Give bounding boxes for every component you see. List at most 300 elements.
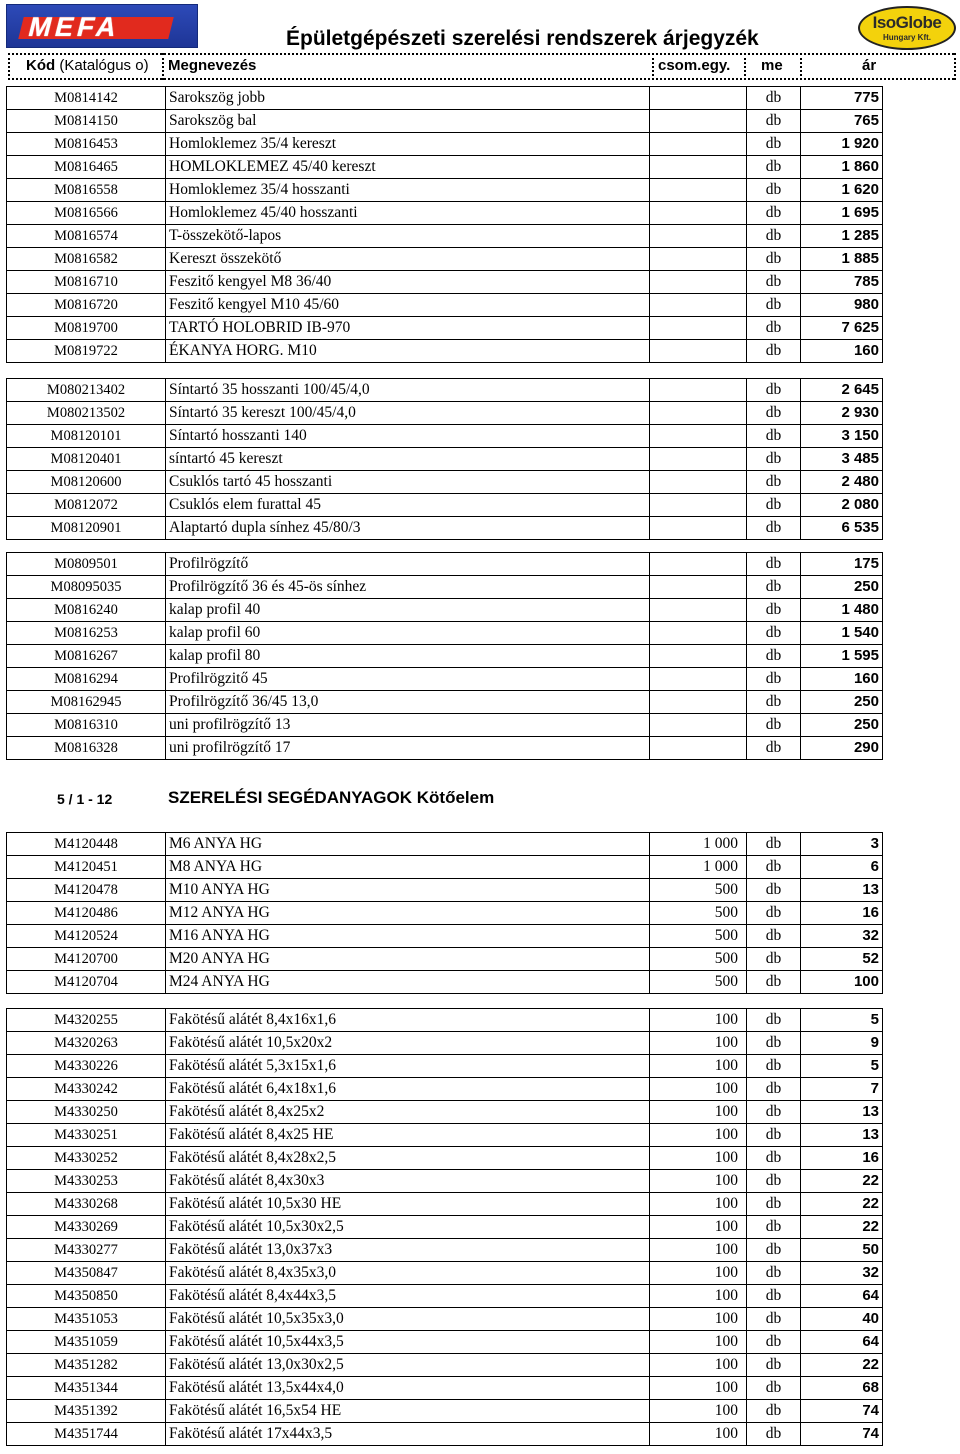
cell-unit: db: [747, 1331, 801, 1354]
cell-code: M4320263: [7, 1032, 166, 1055]
cell-code: M4330251: [7, 1124, 166, 1147]
cell-qty: 100: [650, 1009, 747, 1032]
cell-price: 2 080: [801, 494, 883, 517]
table-row: [7, 879, 883, 902]
cell-name: M6 ANYA HG: [166, 833, 650, 856]
table-row: [7, 133, 883, 156]
table-row: [7, 425, 883, 448]
cell-unit: db: [747, 202, 801, 225]
cell-name: ÉKANYA HORG. M10: [166, 340, 650, 363]
cell-unit: db: [747, 576, 801, 599]
cell-unit: db: [747, 248, 801, 271]
cell-unit: db: [747, 1078, 801, 1101]
cell-name: Fakötésű alátét 13,0x37x3: [166, 1239, 650, 1262]
cell-qty: [650, 156, 747, 179]
cell-qty: 500: [650, 925, 747, 948]
cell-price: 2 480: [801, 471, 883, 494]
cell-price: 22: [801, 1216, 883, 1239]
cell-qty: [650, 737, 747, 760]
cell-qty: [650, 645, 747, 668]
table-row: [7, 553, 883, 576]
cell-unit: db: [747, 1124, 801, 1147]
table-row: [7, 599, 883, 622]
cell-code: M4330242: [7, 1078, 166, 1101]
cell-price: 5: [801, 1009, 883, 1032]
table-row: [7, 87, 883, 110]
cell-qty: [650, 668, 747, 691]
table-row: [7, 1262, 883, 1285]
cell-code: M4120451: [7, 856, 166, 879]
cell-unit: db: [747, 179, 801, 202]
price-table-group-3: [6, 552, 883, 760]
table-row: [7, 645, 883, 668]
cell-qty: [650, 317, 747, 340]
cell-qty: 100: [650, 1078, 747, 1101]
cell-name: Fakötésű alátét 5,3x15x1,6: [166, 1055, 650, 1078]
cell-qty: 500: [650, 879, 747, 902]
table-row: [7, 471, 883, 494]
cell-price: 22: [801, 1354, 883, 1377]
cell-name: Sarokszög bal: [166, 110, 650, 133]
cell-unit: db: [747, 833, 801, 856]
table-row: [7, 1331, 883, 1354]
cell-price: 100: [801, 971, 883, 994]
cell-unit: db: [747, 1193, 801, 1216]
cell-price: 74: [801, 1423, 883, 1446]
cell-unit: db: [747, 494, 801, 517]
cell-code: M4120448: [7, 833, 166, 856]
price-table-group-1: [6, 86, 883, 363]
cell-unit: db: [747, 379, 801, 402]
cell-name: Fakötésű alátét 8,4x16x1,6: [166, 1009, 650, 1032]
cell-code: M4120524: [7, 925, 166, 948]
cell-name: Síntartó 35 kereszt 100/45/4,0: [166, 402, 650, 425]
cell-code: M4330250: [7, 1101, 166, 1124]
cell-unit: db: [747, 340, 801, 363]
cell-code: M0816720: [7, 294, 166, 317]
cell-qty: [650, 714, 747, 737]
cell-code: M0816710: [7, 271, 166, 294]
cell-price: 9: [801, 1032, 883, 1055]
cell-code: M0816558: [7, 179, 166, 202]
cell-unit: db: [747, 971, 801, 994]
cell-name: Alaptartó dupla sínhez 45/80/3: [166, 517, 650, 540]
cell-name: M24 ANYA HG: [166, 971, 650, 994]
section-heading: [0, 786, 960, 810]
cell-qty: [650, 691, 747, 714]
table-row: [7, 691, 883, 714]
cell-name: Fakötésű alátét 8,4x25 HE: [166, 1124, 650, 1147]
cell-price: 7: [801, 1078, 883, 1101]
cell-unit: db: [747, 1262, 801, 1285]
cell-price: 175: [801, 553, 883, 576]
cell-price: 64: [801, 1285, 883, 1308]
cell-name: kalap profil 40: [166, 599, 650, 622]
table-row: [7, 1032, 883, 1055]
cell-qty: 100: [650, 1147, 747, 1170]
cell-qty: 100: [650, 1170, 747, 1193]
cell-qty: [650, 576, 747, 599]
cell-unit: db: [747, 879, 801, 902]
table-row: [7, 379, 883, 402]
cell-qty: 100: [650, 1193, 747, 1216]
cell-code: M0819722: [7, 340, 166, 363]
cell-unit: db: [747, 448, 801, 471]
cell-price: 13: [801, 1101, 883, 1124]
cell-name: M8 ANYA HG: [166, 856, 650, 879]
cell-price: 5: [801, 1055, 883, 1078]
cell-unit: db: [747, 645, 801, 668]
cell-price: 2 930: [801, 402, 883, 425]
cell-code: M4351053: [7, 1308, 166, 1331]
cell-qty: 100: [650, 1331, 747, 1354]
cell-price: 290: [801, 737, 883, 760]
cell-unit: db: [747, 1239, 801, 1262]
cell-unit: db: [747, 1285, 801, 1308]
cell-qty: [650, 517, 747, 540]
cell-qty: 100: [650, 1262, 747, 1285]
table-row: [7, 202, 883, 225]
table-row: [7, 833, 883, 856]
cell-name: Profilrögzítő: [166, 553, 650, 576]
cell-name: Csuklós elem furattal 45: [166, 494, 650, 517]
cell-code: M080213502: [7, 402, 166, 425]
cell-code: M4351344: [7, 1377, 166, 1400]
col-header-code: Kód (Katalógus o): [26, 57, 149, 74]
cell-unit: db: [747, 1354, 801, 1377]
cell-qty: 100: [650, 1285, 747, 1308]
cell-price: 2 645: [801, 379, 883, 402]
table-row: [7, 1193, 883, 1216]
price-table-group-4: [6, 832, 883, 994]
cell-qty: [650, 225, 747, 248]
cell-unit: db: [747, 425, 801, 448]
cell-price: 32: [801, 1262, 883, 1285]
table-row: [7, 448, 883, 471]
section-number: 5 / 1 - 12: [57, 791, 113, 807]
cell-name: Fakötésű alátét 8,4x35x3,0: [166, 1262, 650, 1285]
cell-code: M4120700: [7, 948, 166, 971]
table-row: [7, 225, 883, 248]
cell-price: 785: [801, 271, 883, 294]
table-row: [7, 1400, 883, 1423]
cell-code: M080213402: [7, 379, 166, 402]
cell-code: M4351744: [7, 1423, 166, 1446]
cell-price: 250: [801, 576, 883, 599]
cell-price: 13: [801, 1124, 883, 1147]
cell-code: M0816310: [7, 714, 166, 737]
header-divider-bottom: [8, 78, 954, 80]
price-table-group-5: [6, 1008, 883, 1446]
table-row: [7, 971, 883, 994]
col-header-price: ár: [862, 57, 877, 74]
table-row: [7, 110, 883, 133]
cell-code: M4351282: [7, 1354, 166, 1377]
table-row: [7, 1377, 883, 1400]
cell-price: 1 860: [801, 156, 883, 179]
cell-name: Homloklemez 45/40 hosszanti: [166, 202, 650, 225]
cell-name: Fakötésű alátét 8,4x25x2: [166, 1101, 650, 1124]
cell-name: kalap profil 60: [166, 622, 650, 645]
cell-price: 1 695: [801, 202, 883, 225]
cell-unit: db: [747, 1147, 801, 1170]
cell-price: 3: [801, 833, 883, 856]
cell-unit: db: [747, 517, 801, 540]
cell-unit: db: [747, 271, 801, 294]
table-row: [7, 294, 883, 317]
cell-code: M4330252: [7, 1147, 166, 1170]
cell-unit: db: [747, 714, 801, 737]
cell-price: 1 285: [801, 225, 883, 248]
table-row: [7, 925, 883, 948]
cell-name: Fakötésű alátét 8,4x30x3: [166, 1170, 650, 1193]
cell-qty: 100: [650, 1055, 747, 1078]
cell-qty: [650, 87, 747, 110]
cell-qty: [650, 402, 747, 425]
cell-name: uni profilrögzítő 17: [166, 737, 650, 760]
cell-name: Profilrögzítő 36 és 45-ös sínhez: [166, 576, 650, 599]
cell-unit: db: [747, 1216, 801, 1239]
cell-name: Fakötésű alátét 6,4x18x1,6: [166, 1078, 650, 1101]
cell-code: M0816294: [7, 668, 166, 691]
header-divider-top: [8, 53, 954, 55]
table-row: [7, 317, 883, 340]
cell-qty: 100: [650, 1216, 747, 1239]
cell-name: M16 ANYA HG: [166, 925, 650, 948]
cell-code: M4351059: [7, 1331, 166, 1354]
cell-code: M4120704: [7, 971, 166, 994]
cell-unit: db: [747, 1101, 801, 1124]
cell-qty: 100: [650, 1124, 747, 1147]
cell-qty: 100: [650, 1308, 747, 1331]
cell-qty: [650, 340, 747, 363]
cell-price: 22: [801, 1193, 883, 1216]
cell-name: Feszitő kengyel M10 45/60: [166, 294, 650, 317]
table-row: [7, 576, 883, 599]
cell-price: 3 150: [801, 425, 883, 448]
cell-code: M08120901: [7, 517, 166, 540]
table-row: [7, 1423, 883, 1446]
cell-qty: 100: [650, 1377, 747, 1400]
table-row: [7, 1239, 883, 1262]
table-row: [7, 1170, 883, 1193]
table-row: [7, 156, 883, 179]
price-table-group-2: [6, 378, 883, 540]
cell-qty: 100: [650, 1354, 747, 1377]
mefa-logo: MEFA: [6, 4, 198, 48]
cell-qty: [650, 294, 747, 317]
cell-name: Fakötésű alátét 16,5x54 HE: [166, 1400, 650, 1423]
cell-qty: [650, 202, 747, 225]
cell-unit: db: [747, 87, 801, 110]
cell-price: 160: [801, 668, 883, 691]
cell-price: 16: [801, 1147, 883, 1170]
cell-qty: 500: [650, 948, 747, 971]
isoglobe-logo: IsoGlobe Hungary Kft.: [858, 6, 956, 50]
cell-qty: 100: [650, 1239, 747, 1262]
cell-name: Fakötésű alátét 10,5x30 HE: [166, 1193, 650, 1216]
cell-unit: db: [747, 668, 801, 691]
cell-unit: db: [747, 471, 801, 494]
cell-price: 1 595: [801, 645, 883, 668]
cell-code: M0819700: [7, 317, 166, 340]
cell-price: 765: [801, 110, 883, 133]
table-row: [7, 622, 883, 645]
cell-unit: db: [747, 902, 801, 925]
cell-name: Síntartó hosszanti 140: [166, 425, 650, 448]
cell-price: 7 625: [801, 317, 883, 340]
table-row: [7, 179, 883, 202]
cell-unit: db: [747, 856, 801, 879]
table-row: [7, 494, 883, 517]
cell-price: 1 885: [801, 248, 883, 271]
cell-code: M4320255: [7, 1009, 166, 1032]
table-row: [7, 248, 883, 271]
cell-name: Fakötésű alátét 10,5x20x2: [166, 1032, 650, 1055]
cell-name: Sarokszög jobb: [166, 87, 650, 110]
table-row: [7, 902, 883, 925]
cell-price: 1 920: [801, 133, 883, 156]
cell-code: M0816253: [7, 622, 166, 645]
cell-name: Fakötésű alátét 8,4x28x2,5: [166, 1147, 650, 1170]
cell-price: 6 535: [801, 517, 883, 540]
cell-code: M0814150: [7, 110, 166, 133]
table-row: [7, 340, 883, 363]
cell-price: 3 485: [801, 448, 883, 471]
table-row: [7, 517, 883, 540]
table-row: [7, 1009, 883, 1032]
cell-code: M0816328: [7, 737, 166, 760]
cell-name: T-összekötő-lapos: [166, 225, 650, 248]
section-title: SZERELÉSI SEGÉDANYAGOK Kötőelem: [168, 788, 495, 807]
cell-unit: db: [747, 156, 801, 179]
cell-name: Síntartó 35 hosszanti 100/45/4,0: [166, 379, 650, 402]
cell-qty: 100: [650, 1101, 747, 1124]
cell-name: Kereszt összekötő: [166, 248, 650, 271]
cell-unit: db: [747, 317, 801, 340]
cell-code: M08120101: [7, 425, 166, 448]
cell-name: TARTÓ HOLOBRID IB-970: [166, 317, 650, 340]
cell-code: M0816267: [7, 645, 166, 668]
table-row: [7, 737, 883, 760]
cell-price: 1 620: [801, 179, 883, 202]
cell-qty: 100: [650, 1032, 747, 1055]
document-title: Épületgépészeti szerelési rendszerek árjegyzék: [286, 27, 759, 50]
cell-code: M4330268: [7, 1193, 166, 1216]
cell-unit: db: [747, 691, 801, 714]
cell-price: 40: [801, 1308, 883, 1331]
cell-price: 52: [801, 948, 883, 971]
cell-code: M0816240: [7, 599, 166, 622]
cell-qty: [650, 271, 747, 294]
cell-unit: db: [747, 925, 801, 948]
cell-code: M4350847: [7, 1262, 166, 1285]
cell-unit: db: [747, 402, 801, 425]
cell-qty: 100: [650, 1400, 747, 1423]
cell-unit: db: [747, 1009, 801, 1032]
cell-qty: [650, 599, 747, 622]
cell-code: M0812072: [7, 494, 166, 517]
cell-code: M0809501: [7, 553, 166, 576]
cell-name: Profilrögzitő 45: [166, 668, 650, 691]
cell-name: M12 ANYA HG: [166, 902, 650, 925]
cell-name: Fakötésű alátét 13,5x44x4,0: [166, 1377, 650, 1400]
cell-code: M0814142: [7, 87, 166, 110]
table-row: [7, 714, 883, 737]
cell-name: Fakötésű alátét 17x44x3,5: [166, 1423, 650, 1446]
cell-price: 13: [801, 879, 883, 902]
cell-qty: 500: [650, 902, 747, 925]
cell-price: 64: [801, 1331, 883, 1354]
cell-name: M10 ANYA HG: [166, 879, 650, 902]
table-row: [7, 1216, 883, 1239]
table-row: [7, 1055, 883, 1078]
cell-name: Fakötésű alátét 8,4x44x3,5: [166, 1285, 650, 1308]
cell-qty: 500: [650, 971, 747, 994]
cell-price: 250: [801, 691, 883, 714]
col-header-name: Megnevezés: [168, 57, 257, 74]
table-row: [7, 1147, 883, 1170]
cell-unit: db: [747, 599, 801, 622]
cell-name: uni profilrögzítő 13: [166, 714, 650, 737]
cell-unit: db: [747, 1308, 801, 1331]
table-row: [7, 402, 883, 425]
cell-name: Fakötésű alátét 13,0x30x2,5: [166, 1354, 650, 1377]
cell-unit: db: [747, 225, 801, 248]
cell-unit: db: [747, 1423, 801, 1446]
cell-code: M4120478: [7, 879, 166, 902]
cell-price: 22: [801, 1170, 883, 1193]
cell-unit: db: [747, 1400, 801, 1423]
cell-name: Csuklós tartó 45 hosszanti: [166, 471, 650, 494]
cell-name: Homloklemez 35/4 hosszanti: [166, 179, 650, 202]
cell-qty: 1 000: [650, 856, 747, 879]
cell-unit: db: [747, 110, 801, 133]
cell-name: Fakötésű alátét 10,5x35x3,0: [166, 1308, 650, 1331]
cell-price: 160: [801, 340, 883, 363]
cell-code: M0816582: [7, 248, 166, 271]
cell-name: Feszitő kengyel M8 36/40: [166, 271, 650, 294]
cell-code: M08162945: [7, 691, 166, 714]
table-row: [7, 1124, 883, 1147]
table-row: [7, 271, 883, 294]
cell-name: kalap profil 80: [166, 645, 650, 668]
cell-code: M0816566: [7, 202, 166, 225]
cell-code: M08120600: [7, 471, 166, 494]
table-row: [7, 1308, 883, 1331]
cell-unit: db: [747, 1032, 801, 1055]
cell-code: M4120486: [7, 902, 166, 925]
cell-name: Homloklemez 35/4 kereszt: [166, 133, 650, 156]
cell-qty: [650, 622, 747, 645]
cell-name: Profilrögzítő 36/45 13,0: [166, 691, 650, 714]
cell-qty: [650, 448, 747, 471]
cell-qty: [650, 248, 747, 271]
cell-code: M4330269: [7, 1216, 166, 1239]
cell-qty: 100: [650, 1423, 747, 1446]
table-row: [7, 1078, 883, 1101]
cell-qty: [650, 179, 747, 202]
cell-code: M0816574: [7, 225, 166, 248]
cell-unit: db: [747, 737, 801, 760]
table-row: [7, 1354, 883, 1377]
cell-unit: db: [747, 1170, 801, 1193]
cell-qty: [650, 133, 747, 156]
cell-name: Fakötésű alátét 10,5x44x3,5: [166, 1331, 650, 1354]
cell-qty: [650, 553, 747, 576]
cell-unit: db: [747, 1055, 801, 1078]
table-row: [7, 1101, 883, 1124]
